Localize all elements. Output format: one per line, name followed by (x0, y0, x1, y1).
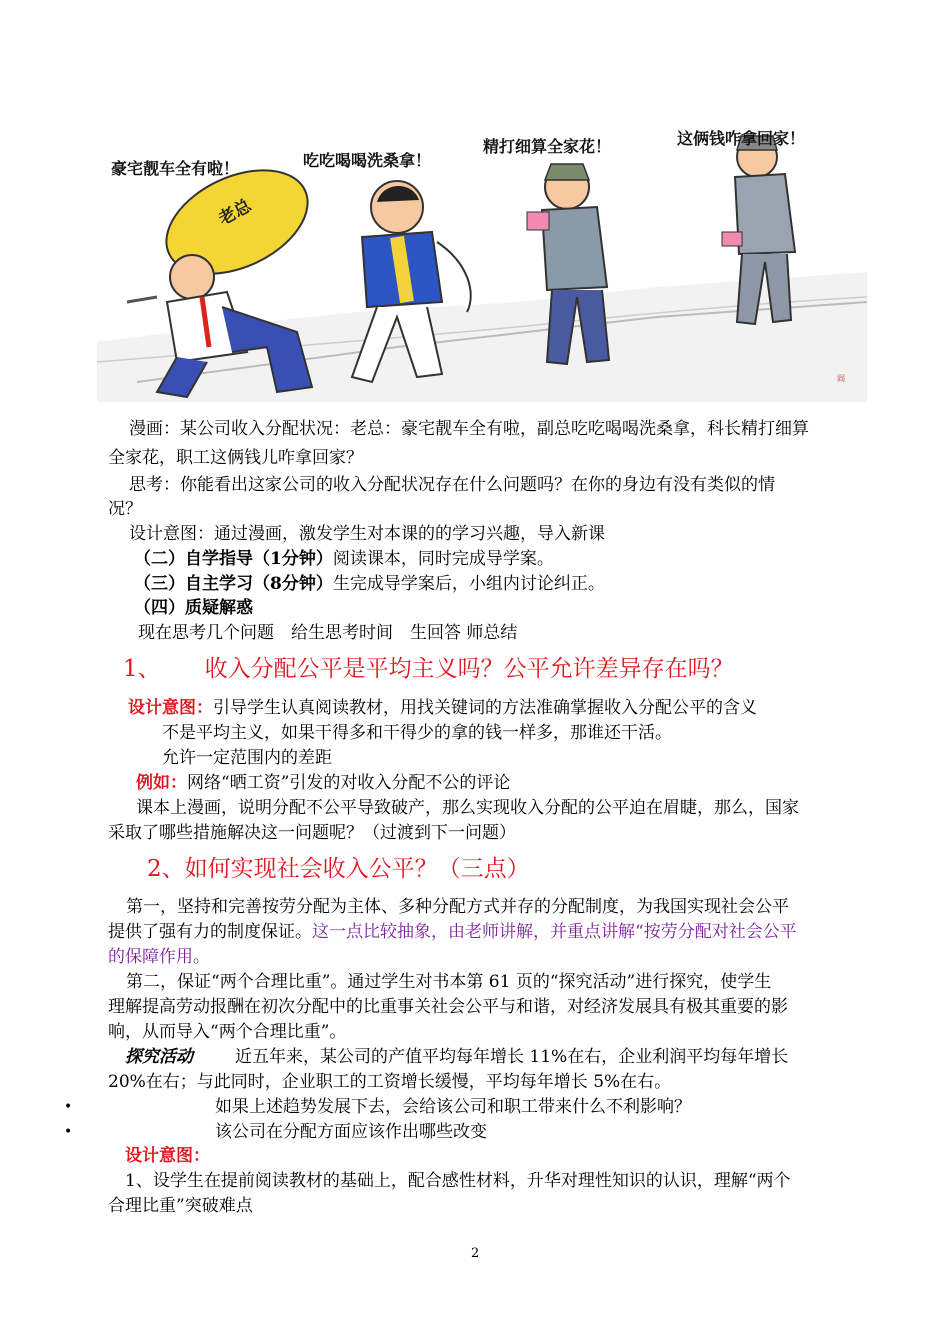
speech-bubble-worker: 这俩钱咋拿回家！ (677, 129, 806, 148)
text-line: 全家花，职工这俩钱儿咋拿回家？ (108, 448, 363, 468)
teacher-note: 的保障作用。 (108, 947, 210, 967)
speech-bubble-vice-boss: 吃吃喝喝洗桑拿！ (303, 151, 432, 170)
text-line: 思考：你能看出这家公司的收入分配状况存在什么问题吗？在你的身边有没有类似的情 (129, 475, 775, 495)
bullet-marker: • (64, 1099, 73, 1115)
page-number: 2 (471, 1246, 480, 1261)
section-independent-study (134, 573, 605, 595)
teacher-note: 这一点比较抽象，由老师讲解，并重点讲解“按劳分配对社会公平 (312, 922, 797, 942)
text-line: 20%在右；与此同时，企业职工的工资增长缓慢，平均每年增长 5%在右。 (108, 1072, 672, 1092)
text-segment: 提供了强有力的制度保证。 (108, 922, 312, 942)
question-heading-2: 2、如何实现社会收入公平？（三点） (147, 856, 530, 882)
text-line: 响，从而导入“两个合理比重”。 (108, 1022, 347, 1042)
bullet-marker: • (64, 1124, 73, 1140)
section-text: 阅读课本，同时完成导学案。 (332, 549, 554, 569)
example-line (136, 772, 510, 794)
question-number: 1、 (123, 656, 161, 682)
bullet-item: 该公司在分配方面应该作出哪些改变 (215, 1122, 487, 1142)
design-intent-label: 设计意图： (125, 1146, 210, 1166)
text-line: 设计意图：通过漫画，激发学生对本课的的学习兴趣，导入新课 (129, 524, 605, 544)
cartoon-illustration (97, 112, 867, 402)
text-line: 漫画：某公司收入分配状况：老总：豪宅靓车全有啦，副总吃吃喝喝洗桑拿，科长精打细算 (129, 419, 809, 439)
inquiry-activity-label: 探究活动 (125, 1047, 193, 1067)
text-line: 允许一定范围内的差距 (162, 748, 332, 768)
text-line: 现在思考几个问题 给生思考时间 生回答 师总结 (138, 623, 518, 643)
text-line: 第二，保证“两个合理比重”。通过学生对书本第 61 页的“探究活动”进行探究，使学生 (126, 972, 772, 992)
section-heading: （二）自学指导（1分钟） (134, 549, 333, 569)
design-intent-text: 引导学生认真阅读教材，用找关键词的方法准确掌握收入分配公平的含义 (213, 698, 757, 718)
text-line: 合理比重”突破难点 (108, 1196, 253, 1216)
inquiry-activity-text: 近五年来，某公司的产值平均每年增长 11%在右，企业利润平均每年增长 (235, 1047, 789, 1067)
section-heading: （三）自主学习（8分钟） (134, 574, 333, 594)
bullet-item: 如果上述趋势发展下去，会给该公司和职工带来什么不利影响？ (215, 1097, 691, 1117)
section-text: 生完成导学案后，小组内讨论纠正。 (332, 574, 605, 594)
text-line: 采取了哪些措施解决这一问题呢？（过渡到下一问题） (108, 823, 516, 843)
text-line: 不是平均主义，如果干得多和干得少的拿的钱一样多，那谁还干活。 (162, 723, 672, 743)
text-line: 理解提高劳动报酬在初次分配中的比重事关社会公平与和谐，对经济发展具有极其重要的影 (108, 997, 788, 1017)
section-self-study-guide (134, 548, 554, 570)
question-heading-1 (123, 655, 734, 683)
text-line: 况？ (108, 499, 142, 519)
design-intent-line (128, 697, 757, 719)
text-line: 课本上漫画，说明分配不公平导致破产，那么实现收入分配的公平迫在眉睫，那么，国家 (136, 798, 799, 818)
example-label: 例如： (136, 773, 187, 793)
inquiry-activity-line (125, 1046, 788, 1068)
text-line-mixed (108, 921, 797, 943)
text-line: 1、设学生在提前阅读教材的基础上，配合感性材料，升华对理性知识的认识，理解“两个 (125, 1171, 791, 1191)
design-intent-label: 设计意图： (128, 698, 213, 718)
speech-bubble-section-chief: 精打细算全家花！ (483, 137, 612, 156)
bag-label: 老总 (215, 195, 255, 230)
section-heading-questions: （四）质疑解惑 (134, 598, 253, 618)
text-line: 第一，坚持和完善按劳分配为主体、多种分配方式并存的分配制度，为我国实现社会公平 (126, 897, 789, 917)
question-text: 收入分配公平是平均主义吗？公平允许差异存在吗？ (204, 656, 734, 682)
speech-bubble-boss: 豪宅靓车全有啦！ (111, 159, 240, 178)
example-text: 网络“晒工资”引发的对收入分配不公的评论 (187, 773, 511, 793)
artist-signature: 阎 (837, 374, 845, 383)
